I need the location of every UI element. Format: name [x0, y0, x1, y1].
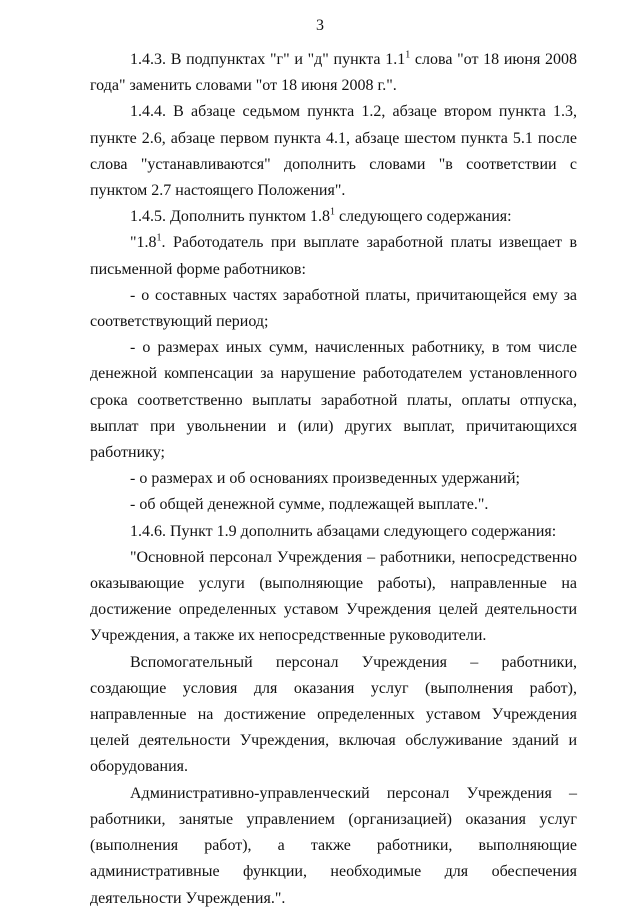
paragraph-text: 1.4.3. В подпунктах "г" и "д" пункта 1.1 — [130, 51, 406, 68]
paragraph-1-4-3 — [90, 47, 577, 99]
list-item-deductions: - о размерах и об основаниях произведенных удержаний; — [130, 470, 520, 488]
paragraph-1-4-4: 1.4.4. В абзаце седьмом пункта 1.2, абзаце втором пункта 1.3, пункте 2.6, абзаце первом пункта 4.1, абзаце шестом пункта 5.1 после слова "устанавливаются" дополнить словами "в соответствии с пунктом 2.7 настоящего Положения". — [90, 103, 577, 200]
superscript: 1 — [156, 233, 162, 245]
superscript: 1 — [405, 49, 411, 61]
document-body — [90, 47, 577, 912]
page-number: 3 — [316, 17, 324, 34]
paragraph-text: "1.8 — [130, 234, 157, 252]
paragraph-text: следующего содержания: — [334, 208, 512, 226]
superscript: 1 — [329, 206, 335, 218]
paragraph-support-staff: Вспомогательный персонал Учреждения – работники, создающие условия для оказания услуг (выполнения работ), направленные на достижение определенных уставом Учреждения целей деятельности Учреждения, включая обслуживание зданий и оборудования. — [90, 653, 577, 776]
paragraph-text: слова "от 18 июня 2008 года" заменить словами "от 18 июня 2008 г.". — [90, 51, 578, 95]
list-item-other-sums: - о размерах иных сумм, начисленных работнику, в том числе денежной компенсации за нарушение работодателем установленного срока соответственно выплаты заработной платы, оплаты отпуска, выплат при увольнении и (или) других выплат, причитающихся работнику; — [90, 339, 577, 462]
paragraph-1-4-5 — [90, 204, 577, 230]
paragraph-text: . Работодатель при выплате заработной платы извещает в письменной форме работников: — [90, 234, 577, 278]
paragraph-1-4-6: 1.4.6. Пункт 1.9 дополнить абзацами следующего содержания: — [130, 522, 557, 540]
list-item-total-sum: - об общей денежной сумме, подлежащей выплате.". — [130, 496, 489, 514]
paragraph-text: 1.4.5. Дополнить пунктом 1.8 — [130, 208, 330, 226]
paragraph-admin-staff: Административно-управленческий персонал Учреждения – работники, занятые управлением (организацией) оказания услуг (выполнения работ), а также работники, выполняющие административные функции, необходимые для обеспечения деятельности Учреждения.". — [90, 784, 577, 907]
paragraph-1-8-1-intro — [90, 230, 577, 282]
paragraph-main-staff: "Основной персонал Учреждения – работники, непосредственно оказывающие услуги (выполняющие работы), направленные на достижение определенных уставом Учреждения целей деятельности Учреждения, а также их непосредственные руководители. — [90, 548, 577, 645]
list-item-salary-parts: - о составных частях заработной платы, причитающейся ему за соответствующий период; — [90, 286, 577, 331]
